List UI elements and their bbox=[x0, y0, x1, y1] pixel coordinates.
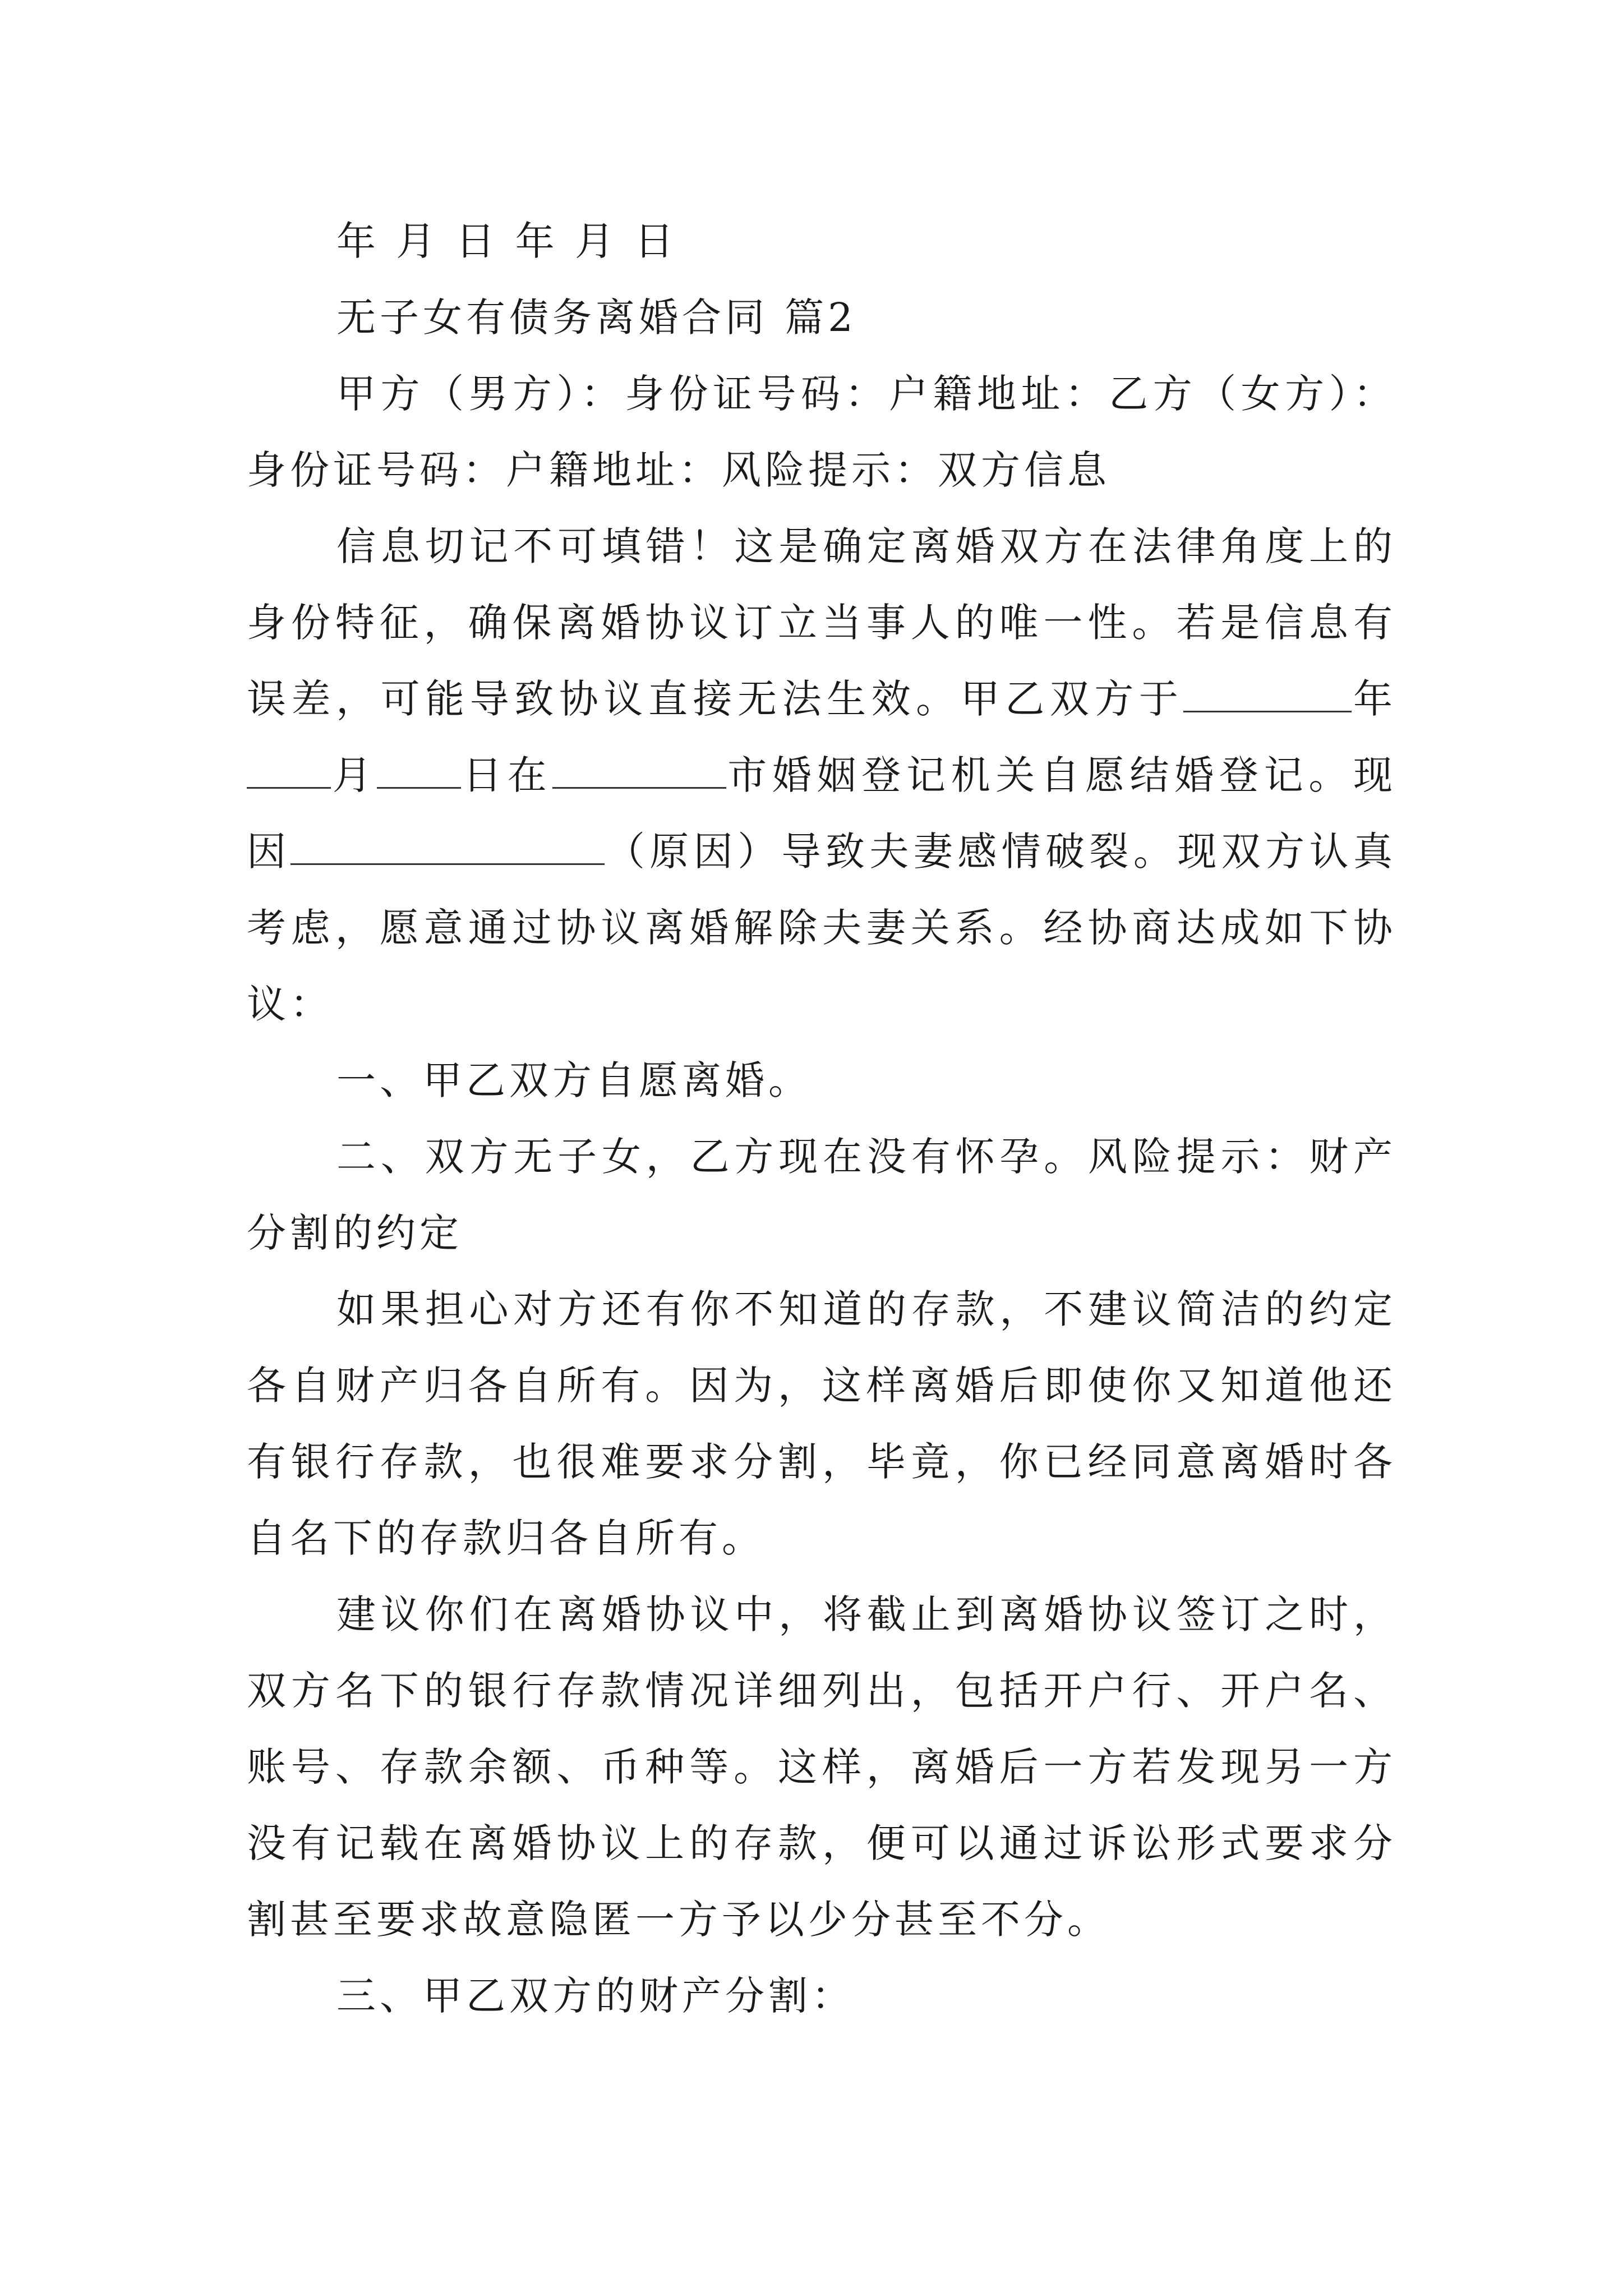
document-body bbox=[247, 203, 1396, 2034]
blank-year-field bbox=[1183, 671, 1352, 712]
parties-paragraph: 甲方（男方）：身份证号码：户籍地址：乙方（女方）：身份证号码：户籍地址：风险提示：双方信息 bbox=[247, 371, 1396, 493]
day-label: 日在 bbox=[461, 752, 552, 798]
savings-warning-paragraph: 如果担心对方还有你不知道的存款，不建议简洁的约定各自财产归各自所有。因为，这样离婚后即使你又知道他还有银行存款，也很难要求分割，毕竟，你已经同意离婚时各自名下的存款归各自所有。 bbox=[247, 1286, 1396, 1561]
blank-day-field bbox=[377, 748, 461, 789]
date-line: 年 月 日 年 月 日 bbox=[336, 218, 678, 264]
month-label: 月 bbox=[331, 752, 377, 798]
document-heading: 无子女有债务离婚合同 篇2 bbox=[336, 295, 857, 341]
savings-advice-paragraph: 建议你们在离婚协议中，将截止到离婚协议签订之时，双方名下的银行存款情况详细列出，包括开户行、开户名、账号、存款余额、币种等。这样，离婚后一方若发现另一方没有记载在离婚协议上的存款，便可以通过诉讼形式要求分割甚至要求故意隐匿一方予以少分甚至不分。 bbox=[247, 1591, 1396, 1943]
intro-text: 信息切记不可填错！这是确定离婚双方在法律角度上的身份特征，确保离婚协议订立当事人的唯一性。若是信息有误差，可能导致协议直接无法生效。甲乙双方于 bbox=[247, 523, 1396, 722]
clause-2: 二、双方无子女，乙方现在没有怀孕。风险提示：财产分割的约定 bbox=[247, 1134, 1396, 1256]
registration-text: 市婚姻登记机关自愿结婚登记。现因 bbox=[247, 752, 1397, 875]
agreement-intro-paragraph bbox=[247, 508, 1396, 1042]
year-label: 年 bbox=[1352, 676, 1396, 722]
blank-month-field bbox=[247, 748, 331, 789]
clause-1: 一、甲乙双方自愿离婚。 bbox=[336, 1057, 811, 1103]
clause-3: 三、甲乙双方的财产分割： bbox=[336, 1973, 855, 2019]
blank-reason-field bbox=[291, 824, 605, 865]
blank-city-field bbox=[552, 748, 726, 789]
reason-text: （原因）导致夫妻感情破裂。现双方认真考虑，愿意通过协议离婚解除夫妻关系。经协商达成如下协议： bbox=[247, 829, 1396, 1027]
